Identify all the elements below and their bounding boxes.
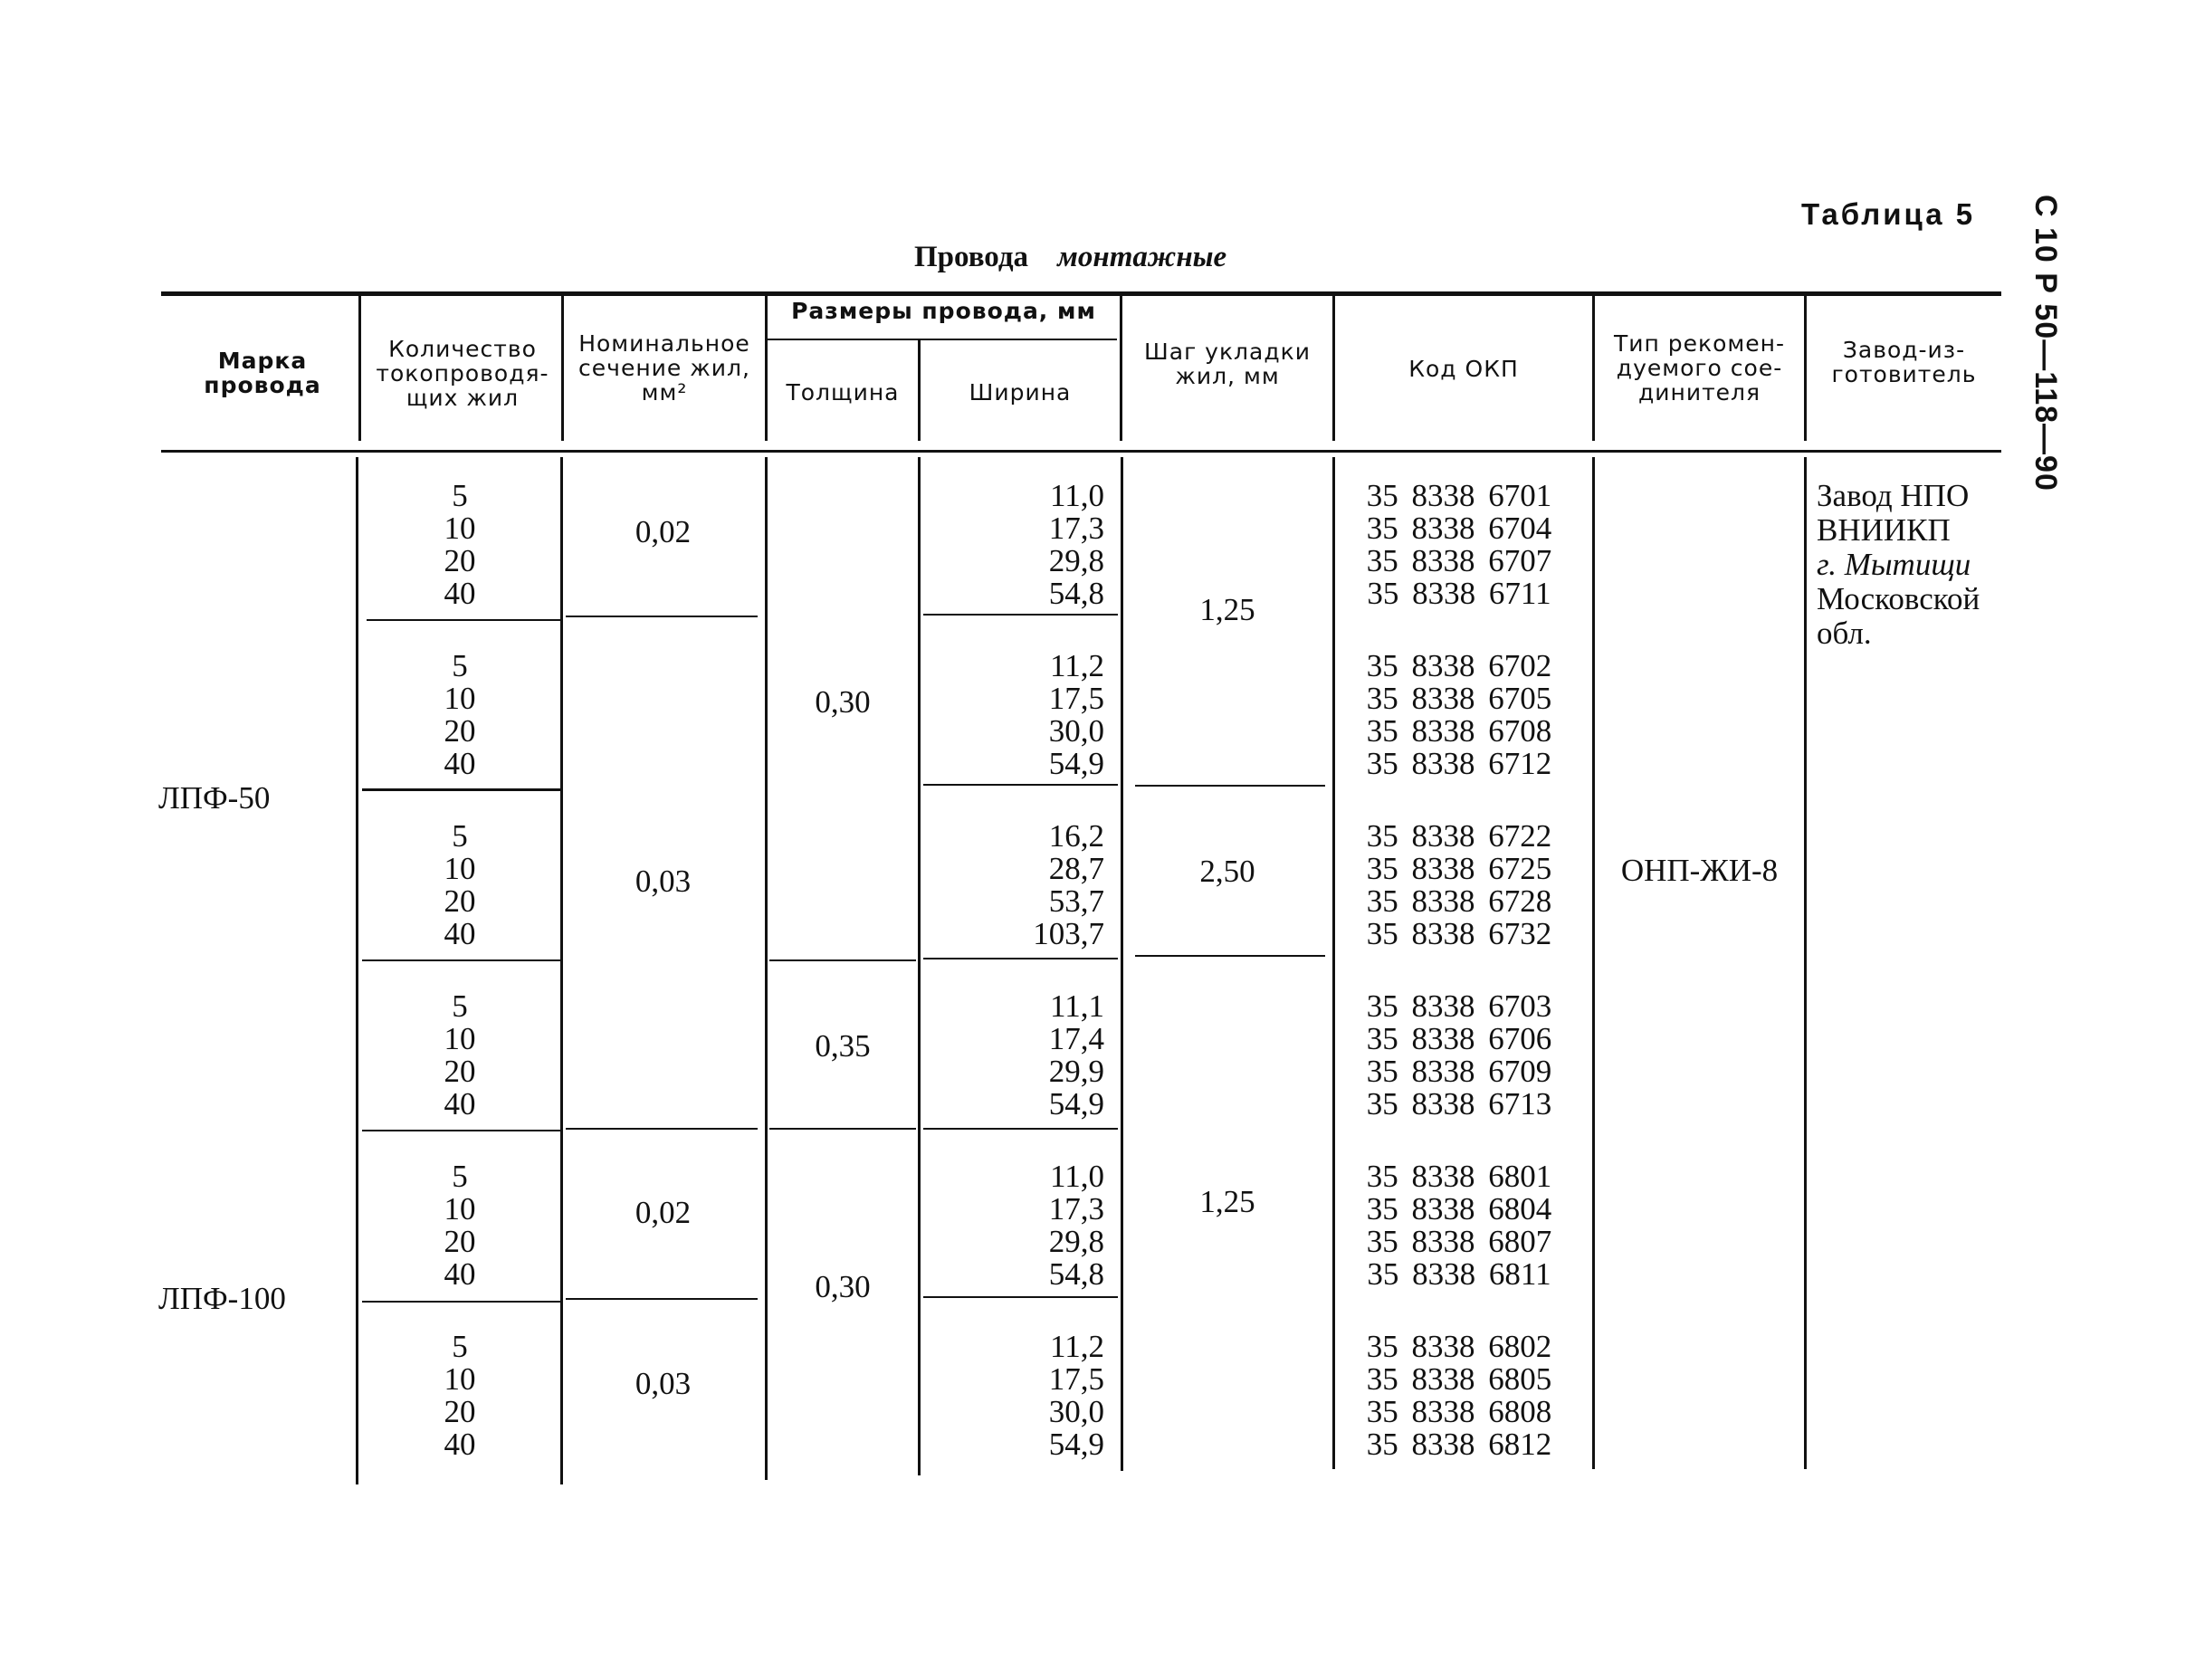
cores-list [358, 1331, 561, 1461]
document-code: С 10 Р 50—118—90 [2028, 195, 2063, 492]
connector-type: ОНП-ЖИ-8 [1620, 853, 1779, 888]
width-value: 17,3 [1048, 511, 1104, 546]
pitch-value: 2,50 [1199, 854, 1255, 889]
table-title [914, 241, 1226, 274]
width-value: 11,0 [1050, 478, 1104, 513]
cores-value: 40 [444, 916, 476, 951]
cores-value: 10 [444, 1361, 476, 1397]
cores-list [358, 480, 561, 610]
okp-value: 35 8338 6706 [1366, 1021, 1552, 1056]
manufacturer-cell: Завод НПО ВНИИКП г. Мытищи Московской обл. [1817, 478, 1980, 651]
cores-value: 40 [444, 576, 476, 611]
cores-value: 5 [452, 1159, 468, 1194]
okp-list [1340, 480, 1579, 610]
okp-value: 35 8338 6801 [1366, 1159, 1552, 1194]
width-list [941, 480, 1104, 610]
width-list [941, 1160, 1104, 1291]
okp-list [1340, 990, 1579, 1121]
width-value: 54,9 [1048, 746, 1104, 781]
table-title-part1: Провода [914, 241, 1029, 273]
header-width: Ширина [969, 379, 1072, 406]
okp-list [1340, 820, 1579, 950]
cores-value: 10 [444, 1021, 476, 1056]
cores-value: 20 [444, 1394, 476, 1429]
okp-value: 35 8338 6722 [1366, 818, 1552, 854]
header-manufacturer: Завод-из- готовитель [1831, 337, 1977, 387]
cores-value: 40 [444, 1086, 476, 1122]
okp-value: 35 8338 6804 [1366, 1191, 1552, 1227]
cores-value: 20 [444, 713, 476, 749]
table-number: Таблица 5 [1801, 197, 1976, 231]
okp-value: 35 8338 6704 [1366, 511, 1552, 546]
okp-value: 35 8338 6712 [1366, 746, 1552, 781]
header-thickness: Толщина [786, 379, 900, 406]
width-value: 11,0 [1050, 1159, 1104, 1194]
okp-value: 35 8338 6732 [1366, 916, 1552, 951]
section-value: 0,03 [635, 864, 692, 899]
width-value: 17,4 [1048, 1021, 1104, 1056]
cores-value: 5 [452, 648, 468, 683]
okp-value: 35 8338 6725 [1366, 851, 1552, 886]
cores-list [358, 1160, 561, 1291]
okp-value: 35 8338 6709 [1366, 1054, 1552, 1089]
width-list [941, 820, 1104, 950]
okp-value: 35 8338 6703 [1366, 988, 1552, 1024]
cores-value: 10 [444, 511, 476, 546]
section-value: 0,02 [635, 514, 692, 549]
cores-value: 20 [444, 883, 476, 919]
cores-value: 40 [444, 746, 476, 781]
okp-value: 35 8338 6805 [1366, 1361, 1552, 1397]
header-okp: Код ОКП [1408, 356, 1519, 382]
thickness-value: 0,35 [815, 1028, 871, 1064]
okp-value: 35 8338 6708 [1366, 713, 1552, 749]
brand-label: ЛПФ-100 [158, 1281, 286, 1316]
cores-value: 10 [444, 1191, 476, 1227]
cores-list [358, 820, 561, 950]
section-value: 0,03 [635, 1366, 692, 1401]
cores-value: 20 [444, 1054, 476, 1089]
okp-list [1340, 1331, 1579, 1461]
width-value: 54,9 [1048, 1427, 1104, 1462]
thickness-value: 0,30 [815, 1269, 871, 1304]
cores-value: 10 [444, 681, 476, 716]
width-value: 29,9 [1048, 1054, 1104, 1089]
width-value: 17,5 [1048, 681, 1104, 716]
okp-list [1340, 650, 1579, 780]
width-value: 11,2 [1050, 1329, 1104, 1364]
header-pitch: Шаг укладки жил, мм [1144, 339, 1311, 389]
width-value: 28,7 [1048, 851, 1104, 886]
width-value: 103,7 [1033, 916, 1104, 951]
okp-value: 35 8338 6705 [1366, 681, 1552, 716]
okp-value: 35 8338 6802 [1366, 1329, 1552, 1364]
cores-list [358, 650, 561, 780]
cores-list [358, 990, 561, 1121]
cores-value: 40 [444, 1256, 476, 1292]
pitch-value: 1,25 [1199, 1184, 1255, 1219]
okp-value: 35 8338 6808 [1366, 1394, 1552, 1429]
width-value: 11,1 [1050, 988, 1104, 1024]
cores-value: 40 [444, 1427, 476, 1462]
width-list [941, 650, 1104, 780]
width-value: 17,5 [1048, 1361, 1104, 1397]
pitch-value: 1,25 [1199, 592, 1255, 627]
width-value: 30,0 [1048, 1394, 1104, 1429]
okp-value: 35 8338 6807 [1366, 1224, 1552, 1259]
cores-value: 5 [452, 478, 468, 513]
width-list [941, 990, 1104, 1121]
width-value: 54,9 [1048, 1086, 1104, 1122]
header-section: Номинальное сечение жил, мм² [578, 330, 750, 406]
cores-value: 20 [444, 543, 476, 578]
width-value: 54,8 [1048, 1256, 1104, 1292]
okp-value: 35 8338 6811 [1367, 1256, 1551, 1292]
okp-value: 35 8338 6728 [1366, 883, 1552, 919]
header-dims: Размеры провода, мм [791, 298, 1096, 324]
header-brand: Марка провода [204, 348, 321, 398]
width-value: 29,8 [1048, 1224, 1104, 1259]
okp-value: 35 8338 6702 [1366, 648, 1552, 683]
okp-value: 35 8338 6711 [1367, 576, 1551, 611]
thickness-value: 0,30 [815, 684, 871, 720]
header-cores: Количество токопроводя- щих жил [376, 336, 549, 411]
cores-value: 5 [452, 818, 468, 854]
cores-value: 20 [444, 1224, 476, 1259]
table-title-part2: монтажные [1057, 241, 1227, 273]
width-value: 54,8 [1048, 576, 1104, 611]
okp-value: 35 8338 6713 [1366, 1086, 1552, 1122]
cores-value: 5 [452, 988, 468, 1024]
width-value: 11,2 [1050, 648, 1104, 683]
width-value: 29,8 [1048, 543, 1104, 578]
width-value: 53,7 [1048, 883, 1104, 919]
okp-value: 35 8338 6812 [1366, 1427, 1552, 1462]
width-value: 30,0 [1048, 713, 1104, 749]
header-connector: Тип рекомен- дуемого сое- динителя [1613, 330, 1786, 406]
okp-value: 35 8338 6701 [1366, 478, 1552, 513]
cores-value: 5 [452, 1329, 468, 1364]
width-value: 16,2 [1048, 818, 1104, 854]
okp-list [1340, 1160, 1579, 1291]
brand-label: ЛПФ-50 [158, 780, 271, 816]
okp-value: 35 8338 6707 [1366, 543, 1552, 578]
cores-value: 10 [444, 851, 476, 886]
section-value: 0,02 [635, 1195, 692, 1230]
width-value: 17,3 [1048, 1191, 1104, 1227]
width-list [941, 1331, 1104, 1461]
